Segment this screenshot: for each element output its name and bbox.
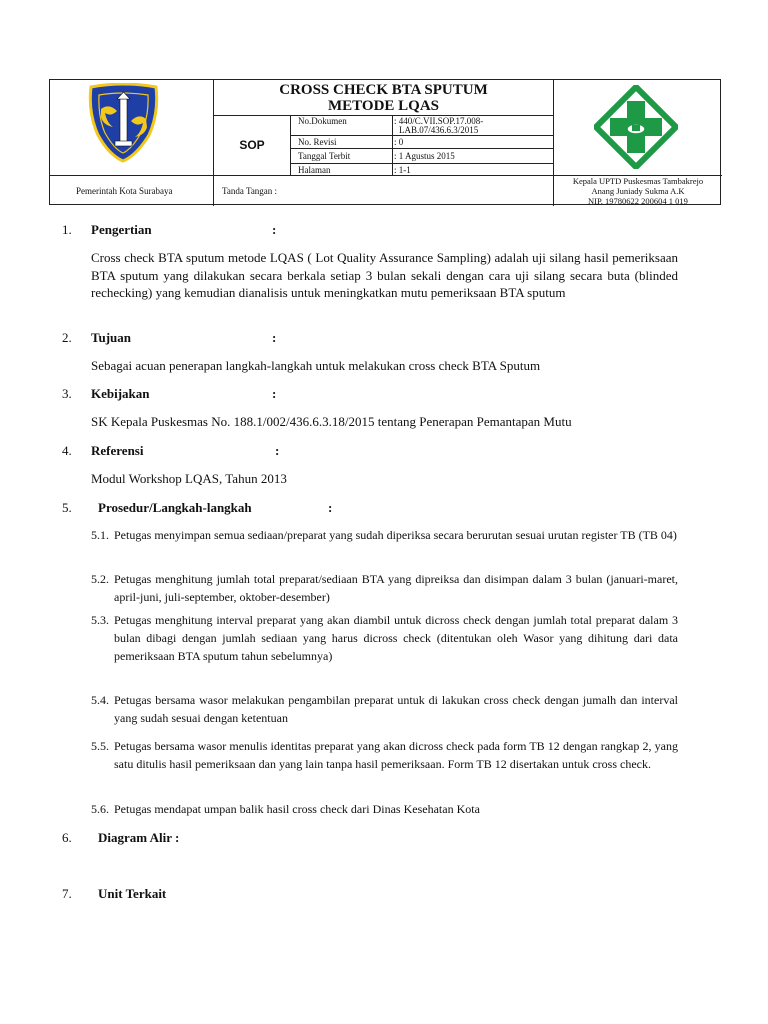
section-number: 2. <box>62 330 72 345</box>
doc-number-value: : 440/C.VII.SOP.17.008- <box>394 116 484 126</box>
kepala-block: Kepala UPTD Puskesmas Tambakrejo Anang Juniady Sukma A.K NIP. 19780622 200604 1 019 <box>572 176 704 206</box>
section-number: 1. <box>62 222 72 237</box>
list-item: 5.1. Petugas menyimpan semua sediaan/preparat yang sudah diperiksa secara berurutan sesuai urutan register TB (TB 04) <box>91 528 677 542</box>
sop-header-table <box>49 79 721 205</box>
section-heading-prosedur: Prosedur/Langkah-langkah <box>98 500 252 515</box>
issue-date-label: Tanggal Terbit <box>298 151 351 161</box>
section-heading-referensi: Referensi <box>91 443 144 458</box>
section-colon: : <box>272 330 277 345</box>
page-label: Halaman <box>298 165 331 175</box>
surabaya-emblem-logo <box>87 83 160 163</box>
list-item: 5.5. Petugas bersama wasor menulis identitas preparat yang akan dicross check pada form TB 12 dengan rangkap 2, yang satu ditulis hasil pemeriksaan dan yang lain tanpa hasil pemeriksaan. Form TB 12 disertakan untuk cross check. <box>91 739 678 771</box>
list-item: 5.2. Petugas menghitung jumlah total preparat/sediaan BTA yang dipreiksa dan disimpan dalam 3 bulan (januari-maret, april-juni, juli-september, oktober-desember) <box>91 572 678 604</box>
referensi-text: Modul Workshop LQAS, Tahun 2013 <box>91 471 287 486</box>
document-title: CROSS CHECK BTA SPUTUM METODE LQAS <box>279 82 488 114</box>
list-item: 5.4. Petugas bersama wasor melakukan pengambilan preparat untuk di lakukan cross check dengan jumalh dan interval yang sudah sesuai dengan ketentuan <box>91 693 678 725</box>
list-item: 5.6. Petugas mendapat umpan balik hasil cross check dari Dinas Kesehatan Kota <box>91 802 480 816</box>
doc-number-label: No.Dokumen <box>298 116 347 126</box>
tujuan-text: Sebagai acuan penerapan langkah-langkah untuk melakukan cross check BTA Sputum <box>91 358 541 373</box>
list-item: 5.3. Petugas menghitung interval preparat yang akan diambil untuk dicross check dengan jumlah total preparat dalam 3 bulan dibagi dengan jumlah sediaan yang harus dicross check (ditentukan oleh Wasor yang dihitung dari data pemeriksaan BTA sputum tahun sebelumnya) <box>91 613 678 663</box>
section-colon: : <box>272 386 277 401</box>
sop-label: SOP <box>239 138 265 152</box>
pengertian-text: Cross check BTA sputum metode LQAS ( Lot Quality Assurance Sampling) adalah uji silang hasil pemeriksaan BTA sputum yang dilakukan secara berkala setiap 3 bulan sekali dengan cara uji silang secara buta (blinded rechecking) yang kemudian dianalisis untuk meningkatkan mutu pemeriksaan BTA sputum <box>91 250 678 300</box>
divider <box>213 115 553 116</box>
divider <box>290 135 553 136</box>
section-heading-diagram-alir: Diagram Alir : <box>98 830 180 845</box>
section-heading-tujuan: Tujuan <box>91 330 131 345</box>
signature-label: Tanda Tangan : <box>222 186 278 196</box>
section-number: 5. <box>62 500 72 515</box>
doc-number-value-cont: LAB.07/436.6.3/2015 <box>399 125 479 135</box>
page-value: : 1-1 <box>394 165 411 175</box>
revision-value: : 0 <box>394 137 404 147</box>
revision-label: No. Revisi <box>298 137 337 147</box>
section-heading-unit-terkait: Unit Terkait <box>98 886 167 901</box>
divider <box>290 148 553 149</box>
section-colon: : <box>272 222 277 237</box>
section-heading-pengertian: Pengertian <box>91 222 152 237</box>
divider <box>290 163 553 164</box>
section-colon: : <box>328 500 333 515</box>
section-number: 6. <box>62 830 72 845</box>
section-number: 4. <box>62 443 72 458</box>
puskesmas-cross-logo <box>594 85 678 169</box>
section-number: 3. <box>62 386 72 401</box>
divider <box>290 115 291 175</box>
kebijakan-text: SK Kepala Puskesmas No. 188.1/002/436.6.3.18/2015 tentang Penerapan Pemantapan Mutu <box>91 414 572 429</box>
pemkot-label: Pemerintah Kota Surabaya <box>76 186 173 196</box>
section-colon: : <box>275 443 280 458</box>
issue-date-value: : 1 Agustus 2015 <box>394 151 455 161</box>
section-heading-kebijakan: Kebijakan <box>91 386 150 401</box>
divider <box>392 115 393 175</box>
section-number: 7. <box>62 886 72 901</box>
